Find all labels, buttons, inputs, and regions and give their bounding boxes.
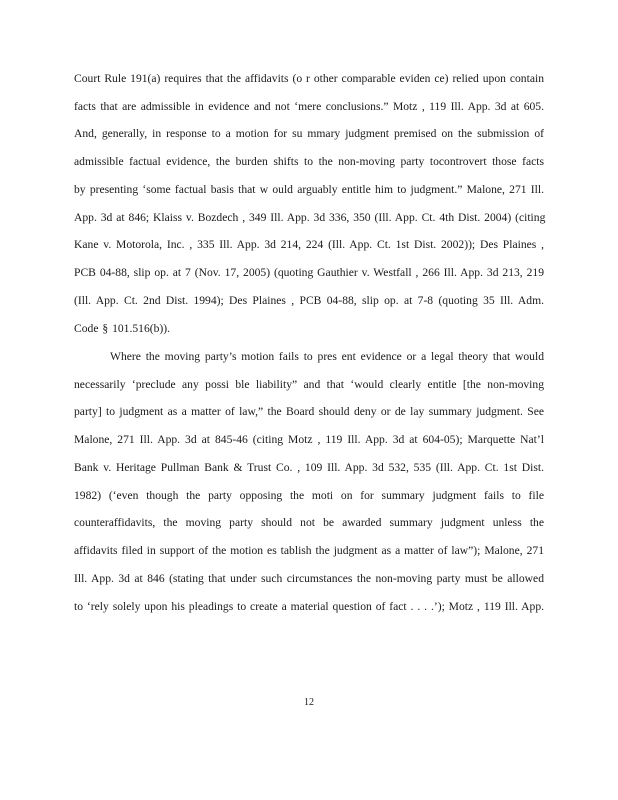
body-line: necessarily ‘preclude any possi ble liability” and that ‘would clearly entitle [the non-moving [74,378,544,391]
body-line: Court Rule 191(a) requires that the affidavits (o r other comparable eviden ce) relied upon contain [74,72,544,85]
body-line: And, generally, in response to a motion for su mmary judgment premised on the submission of [74,127,544,140]
body-line: facts that are admissible in evidence and not ‘mere conclusions.” Motz , 119 Ill. App. 3d at 605. [74,100,544,113]
body-line: by presenting ‘some factual basis that w ould arguably entitle him to judgment.” Malone, 271 Ill. [74,183,544,196]
body-line: Code § 101.516(b)). [74,322,171,335]
body-line: App. 3d at 846; Klaiss v. Bozdech , 349 Ill. App. 3d 336, 350 (Ill. App. Ct. 4th Dist. 2004) (citing [74,211,546,224]
body-line: Malone, 271 Ill. App. 3d at 845-46 (citing Motz , 119 Ill. App. 3d at 604-05); Marquette Nat’l [74,433,544,446]
body-line: (Ill. App. Ct. 2nd Dist. 1994); Des Plaines , PCB 04-88, slip op. at 7-8 (quoting 35 Ill. Adm. [74,294,544,307]
body-line: 1982) (‘even though the party opposing the moti on for summary judgment fails to file [74,489,544,502]
body-line: admissible factual evidence, the burden shifts to the non-moving party tocontrovert those facts [74,155,544,168]
body-line: PCB 04-88, slip op. at 7 (Nov. 17, 2005) (quoting Gauthier v. Westfall , 266 Ill. App. 3d 213, 219 [74,266,544,279]
body-line: affidavits filed in support of the motion es tablish the judgment as a matter of law”); Malone, 271 [74,544,544,557]
body-line: Ill. App. 3d at 846 (stating that under such circumstances the non-moving party must be allowed [74,572,544,585]
body-line: Kane v. Motorola, Inc. , 335 Ill. App. 3d 214, 224 (Ill. App. Ct. 1st Dist. 2002)); Des Plaines , [74,238,544,251]
body-line: Bank v. Heritage Pullman Bank & Trust Co. , 109 Ill. App. 3d 532, 535 (Ill. App. Ct. 1st Dist. [74,461,544,474]
page-number: 12 [304,697,314,708]
body-line: Where the moving party’s motion fails to pres ent evidence or a legal theory that would [110,350,544,363]
body-line: party] to judgment as a matter of law,” the Board should deny or de lay summary judgment. See [74,405,544,418]
body-line: counteraffidavits, the moving party should not be awarded summary judgment unless the [74,516,544,529]
body-line: to ‘rely solely upon his pleadings to create a material question of fact . . . .’); Motz , 119 Ill. App. [74,600,545,613]
